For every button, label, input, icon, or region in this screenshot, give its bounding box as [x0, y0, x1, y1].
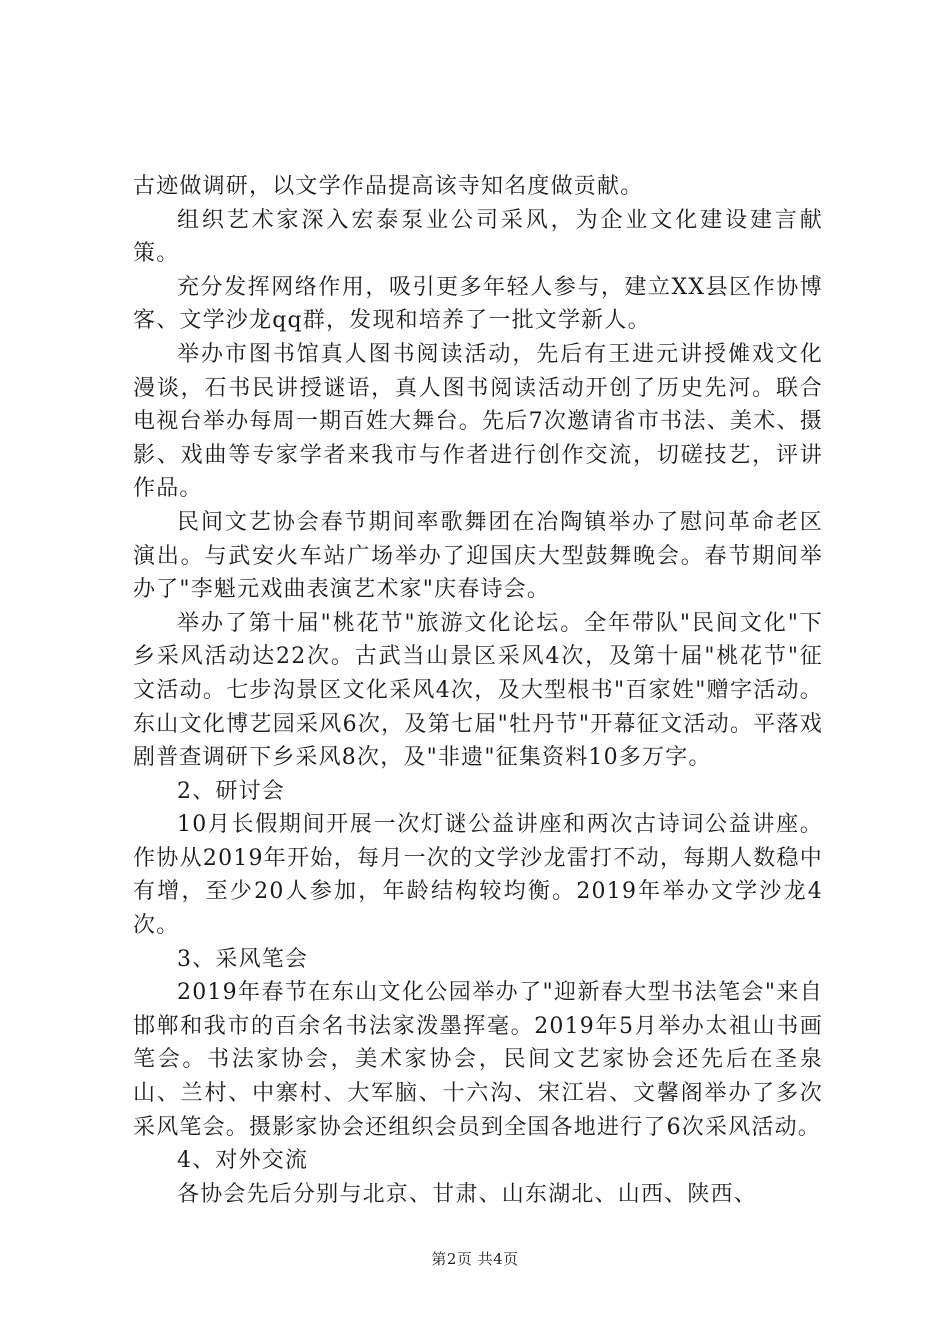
- page-footer: [0, 1248, 950, 1269]
- section-heading: 2、研讨会: [177, 778, 285, 804]
- paragraph: 举办了第十届"桃花节"旅游文化论坛。全年带队"民间文化"下乡采风活动达22次。古武当山景区采风4次，及第十届"桃花节"征文活动。七步沟景区文化采风4次，及大型根书"百家姓"赠字活动。东山文化博艺园采风6次，及第七届"牡丹节"开幕征文活动。平落戏剧普查调研下乡采风8次，及"非遗"征集资料10多万字。: [133, 610, 823, 771]
- paragraph: 各协会先后分别与北京、甘肃、山东湖北、山西、陕西、: [177, 1181, 758, 1207]
- section-heading: 4、对外交流: [177, 1148, 309, 1174]
- paragraph: 民间文艺协会春节期间率歌舞团在冶陶镇举办了慰问革命老区演出。与武安火车站广场举办了迎国庆大型鼓舞晚会。春节期间举办了"李魁元戏曲表演艺术家"庆春诗会。: [133, 509, 823, 603]
- paragraph: 古迹做调研，以文学作品提高该寺知名度做贡献。: [133, 174, 644, 199]
- paragraph: 10月长假期间开展一次灯谜公益讲座和两次古诗词公益讲座。作协从2019年开始，每月一次的文学沙龙雷打不动，每期人数稳中有增，至少20人参加，年龄结构较均衡。2019年举办文学沙龙4次。: [133, 812, 823, 939]
- section-heading: 3、采风笔会: [177, 946, 309, 972]
- paragraph: 2019年春节在东山文化公园举办了"迎新春大型书法笔会"来自邯郸和我市的百余名书法家泼墨挥毫。2019年5月举办太祖山书画笔会。书法家协会，美术家协会，民间文艺家协会还先后在圣泉山、兰村、中寨村、大军脑、十六沟、宋江岩、文馨阁举办了多次采风笔会。摄影家协会还组织会员到全国各地进行了6次采风活动。: [133, 980, 823, 1140]
- paragraph: 组织艺术家深入宏泰泵业公司采风，为企业文化建设建言献策。: [133, 207, 823, 267]
- paragraph: 举办市图书馆真人图书阅读活动，先后有王进元讲授傩戏文化漫谈，石书民讲授谜语，真人图书阅读活动开创了历史先河。联合电视台举办每周一期百姓大舞台。先后7次邀请省市书法、美术、摄影、戏曲等专家学者来我市与作者进行创作交流，切磋技艺，评讲作品。: [133, 341, 823, 502]
- page-number-label: 第2页 共4页: [431, 1250, 519, 1268]
- paragraph: 充分发挥网络作用，吸引更多年轻人参与，建立XX县区作协博客、文学沙龙qq群，发现和培养了一批文学新人。: [133, 274, 823, 334]
- document-body: [133, 170, 823, 1211]
